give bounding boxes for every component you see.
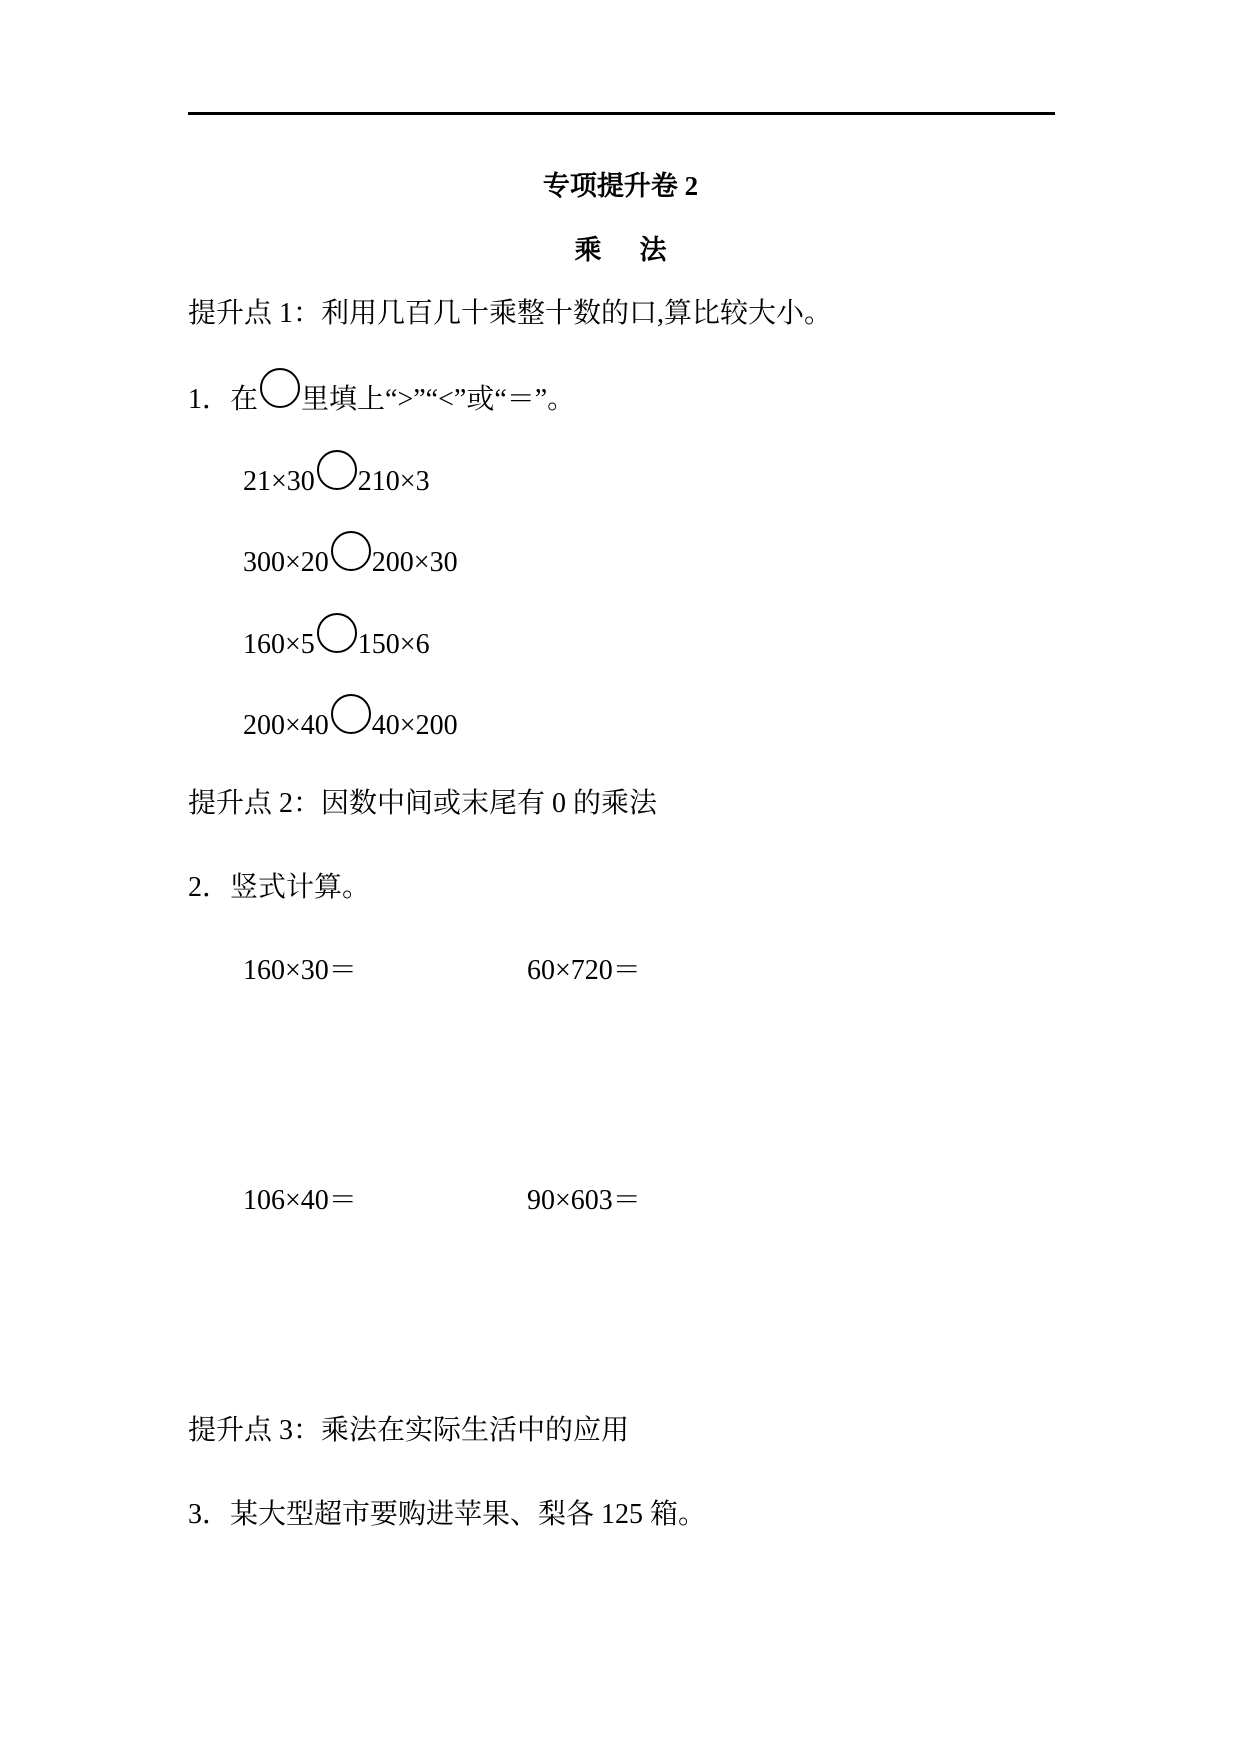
question-3: 3．某大型超市要购进苹果、梨各 125 箱。 [188,1499,707,1530]
compare-left: 21×30 [243,466,315,497]
compare-right: 210×3 [357,466,430,497]
compare-item [243,625,430,665]
compare-left: 160×5 [243,629,315,660]
section2-heading: 提升点 2：因数中间或末尾有 0 的乘法 [188,788,658,819]
calc-item: 160×30＝ [243,955,357,986]
section3-heading: 提升点 3：乘法在实际生活中的应用 [188,1415,630,1446]
compare-circle-blank[interactable] [317,450,357,490]
compare-circle-blank[interactable] [331,531,371,571]
compare-item [243,706,458,746]
page-title: 专项提升卷 2 [542,171,699,201]
header-rule [188,112,1055,115]
compare-right: 150×6 [357,629,430,660]
answer-circle-icon [260,368,300,408]
section1-heading: 提升点 1：利用几百几十乘整十数的口,算比较大小。 [188,298,833,329]
question-1-prefix: 在 [230,384,259,415]
compare-right: 200×30 [371,547,458,578]
compare-item [243,462,430,502]
compare-left: 200×40 [243,710,329,741]
compare-circle-blank[interactable] [331,694,371,734]
calc-item: 90×603＝ [527,1185,641,1216]
page-subtitle: 乘法 [574,235,705,265]
question-1-number: 1． [188,384,231,415]
question-2: 2．竖式计算。 [188,872,371,903]
calc-item: 106×40＝ [243,1185,357,1216]
compare-circle-blank[interactable] [317,613,357,653]
calc-item: 60×720＝ [527,955,641,986]
compare-left: 300×20 [243,547,329,578]
question-1 [188,380,575,420]
compare-item [243,543,458,583]
question-1-suffix: 里填上“>”“<”或“＝”。 [301,384,576,415]
compare-right: 40×200 [371,710,458,741]
